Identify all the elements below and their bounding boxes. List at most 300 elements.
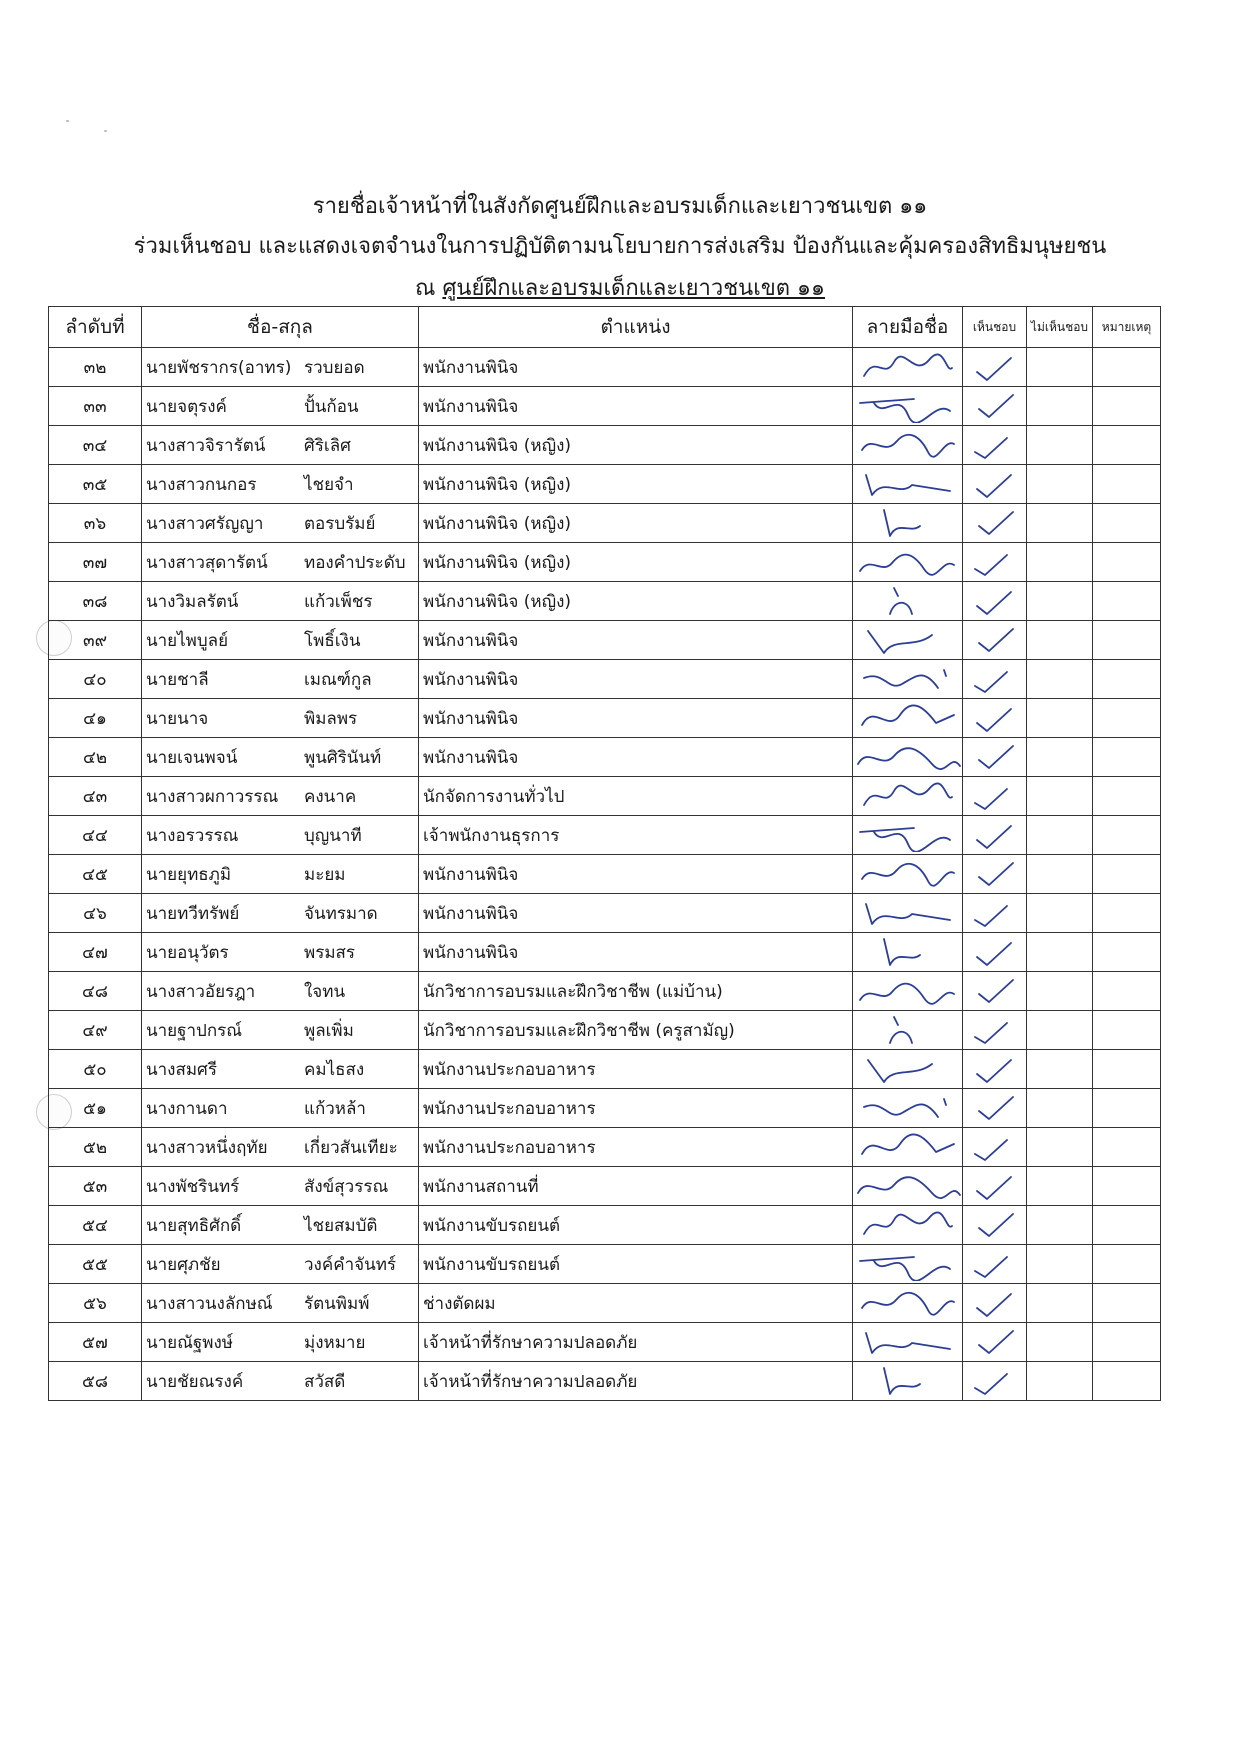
disagree-cell xyxy=(1027,465,1093,504)
first-name: นายชาลี xyxy=(146,669,209,690)
staff-name xyxy=(142,348,419,387)
staff-name xyxy=(142,738,419,777)
staff-name xyxy=(142,894,419,933)
disagree-cell xyxy=(1027,621,1093,660)
staff-name xyxy=(142,1206,419,1245)
staff-position: พนักงานขับรถยนต์ xyxy=(419,1206,853,1245)
col-header-disagree: ไม่เห็นชอบ xyxy=(1027,307,1093,348)
first-name: นางสาวนงลักษณ์ xyxy=(146,1293,273,1314)
row-number: ๕๕ xyxy=(49,1245,142,1284)
handwritten-signature xyxy=(853,816,963,855)
staff-position: พนักงานพินิจ (หญิง) xyxy=(419,543,853,582)
first-name: นางสมศรี xyxy=(146,1059,217,1080)
first-name: นางพัชรินทร์ xyxy=(146,1176,240,1197)
remark-cell xyxy=(1093,699,1161,738)
first-name: นางสาวหนึ่งฤทัย xyxy=(146,1137,268,1158)
scan-speck xyxy=(66,120,69,122)
checkmark-icon xyxy=(967,467,1023,501)
disagree-cell xyxy=(1027,426,1093,465)
last-name: มุ่งหมาย xyxy=(304,1332,366,1353)
staff-position: เจ้าพนักงานธุรการ xyxy=(419,816,853,855)
handwritten-signature xyxy=(853,1050,963,1089)
disagree-cell xyxy=(1027,894,1093,933)
document-subtitle: ร่วมเห็นชอบ และแสดงเจตจำนงในการปฏิบัติตามนโยบายการส่งเสริม ป้องกันและคุ้มครองสิทธิมนุษยชน xyxy=(133,234,1107,259)
remark-cell xyxy=(1093,1284,1161,1323)
location-prefix: ณ xyxy=(415,276,436,301)
handwritten-signature xyxy=(853,699,963,738)
staff-name xyxy=(142,1284,419,1323)
table-row xyxy=(49,582,1161,621)
row-number: ๔๐ xyxy=(49,660,142,699)
agree-cell xyxy=(963,1284,1027,1323)
row-number: ๔๙ xyxy=(49,1011,142,1050)
agree-cell xyxy=(963,1089,1027,1128)
row-number: ๔๓ xyxy=(49,777,142,816)
row-number: ๔๗ xyxy=(49,933,142,972)
first-name: นายเจนพจน์ xyxy=(146,747,238,768)
agree-cell xyxy=(963,1245,1027,1284)
staff-position: ช่างตัดผม xyxy=(419,1284,853,1323)
checkmark-icon xyxy=(967,1013,1023,1047)
staff-name xyxy=(142,816,419,855)
first-name: นายยุทธภูมิ xyxy=(146,864,232,885)
remark-cell xyxy=(1093,348,1161,387)
row-number: ๔๑ xyxy=(49,699,142,738)
row-number: ๕๑ xyxy=(49,1089,142,1128)
row-number: ๕๔ xyxy=(49,1206,142,1245)
disagree-cell xyxy=(1027,582,1093,621)
agree-cell xyxy=(963,1323,1027,1362)
row-number: ๔๕ xyxy=(49,855,142,894)
last-name: ทองคำประดับ xyxy=(304,552,406,573)
remark-cell xyxy=(1093,465,1161,504)
disagree-cell xyxy=(1027,1245,1093,1284)
handwritten-signature xyxy=(853,504,963,543)
handwritten-signature xyxy=(853,933,963,972)
first-name: นางสาวผกาวรรณ xyxy=(146,786,279,807)
disagree-cell xyxy=(1027,1284,1093,1323)
remark-cell xyxy=(1093,1128,1161,1167)
staff-position: เจ้าหน้าที่รักษาความปลอดภัย xyxy=(419,1362,853,1401)
last-name: พูนศิรินันท์ xyxy=(304,747,382,768)
staff-name xyxy=(142,1245,419,1284)
handwritten-signature xyxy=(853,1323,963,1362)
staff-position: พนักงานพินิจ xyxy=(419,387,853,426)
staff-position: พนักงานสถานที่ xyxy=(419,1167,853,1206)
first-name: นางสาวจิรารัตน์ xyxy=(146,435,266,456)
staff-position: พนักงานพินิจ xyxy=(419,894,853,933)
checkmark-icon xyxy=(967,506,1023,540)
last-name: วงค์คำจันทร์ xyxy=(304,1254,397,1275)
staff-position: เจ้าหน้าที่รักษาความปลอดภัย xyxy=(419,1323,853,1362)
row-number: ๔๖ xyxy=(49,894,142,933)
table-row xyxy=(49,543,1161,582)
row-number: ๔๒ xyxy=(49,738,142,777)
agree-cell xyxy=(963,816,1027,855)
row-number: ๕๓ xyxy=(49,1167,142,1206)
remark-cell xyxy=(1093,777,1161,816)
staff-position: นักจัดการงานทั่วไป xyxy=(419,777,853,816)
table-row xyxy=(49,777,1161,816)
agree-cell xyxy=(963,660,1027,699)
row-number: ๔๔ xyxy=(49,816,142,855)
first-name: นายไพบูลย์ xyxy=(146,630,229,651)
disagree-cell xyxy=(1027,855,1093,894)
row-number: ๕๘ xyxy=(49,1362,142,1401)
checkmark-icon xyxy=(967,857,1023,891)
agree-cell xyxy=(963,1206,1027,1245)
table-row xyxy=(49,816,1161,855)
first-name: นายชัยณรงค์ xyxy=(146,1371,244,1392)
agree-cell xyxy=(963,894,1027,933)
table-row xyxy=(49,1128,1161,1167)
last-name: พรมสร xyxy=(304,942,356,963)
checkmark-icon xyxy=(967,818,1023,852)
remark-cell xyxy=(1093,1089,1161,1128)
last-name: ไชยจำ xyxy=(304,474,354,495)
agree-cell xyxy=(963,582,1027,621)
remark-cell xyxy=(1093,660,1161,699)
document-location xyxy=(0,274,1240,304)
staff-name xyxy=(142,387,419,426)
agree-cell xyxy=(963,387,1027,426)
last-name: เกี่ยวสันเทียะ xyxy=(304,1137,398,1158)
handwritten-signature xyxy=(853,348,963,387)
staff-name xyxy=(142,1011,419,1050)
checkmark-icon xyxy=(967,779,1023,813)
last-name: ไชยสมบัติ xyxy=(304,1215,378,1236)
col-header-no: ลำดับที่ xyxy=(49,307,142,348)
last-name: มะยม xyxy=(304,864,346,885)
checkmark-icon xyxy=(967,545,1023,579)
agree-cell xyxy=(963,1128,1027,1167)
table-row xyxy=(49,738,1161,777)
staff-table xyxy=(48,306,1161,1401)
checkmark-icon xyxy=(967,1364,1023,1398)
table-row xyxy=(49,1206,1161,1245)
row-number: ๓๒ xyxy=(49,348,142,387)
disagree-cell xyxy=(1027,816,1093,855)
table-row xyxy=(49,660,1161,699)
row-number: ๓๕ xyxy=(49,465,142,504)
handwritten-signature xyxy=(853,738,963,777)
row-number: ๓๓ xyxy=(49,387,142,426)
handwritten-signature xyxy=(853,855,963,894)
staff-name xyxy=(142,1167,419,1206)
scan-speck xyxy=(104,130,107,132)
handwritten-signature xyxy=(853,543,963,582)
handwritten-signature xyxy=(853,387,963,426)
disagree-cell xyxy=(1027,777,1093,816)
handwritten-signature xyxy=(853,1245,963,1284)
handwritten-signature xyxy=(853,582,963,621)
disagree-cell xyxy=(1027,1050,1093,1089)
checkmark-icon xyxy=(967,974,1023,1008)
row-number: ๔๘ xyxy=(49,972,142,1011)
agree-cell xyxy=(963,933,1027,972)
staff-name xyxy=(142,621,419,660)
checkmark-icon xyxy=(967,1325,1023,1359)
staff-position: พนักงานพินิจ xyxy=(419,738,853,777)
row-number: ๓๔ xyxy=(49,426,142,465)
table-row xyxy=(49,933,1161,972)
agree-cell xyxy=(963,543,1027,582)
checkmark-icon xyxy=(967,623,1023,657)
last-name: รัตนพิมพ์ xyxy=(304,1293,370,1314)
remark-cell xyxy=(1093,1206,1161,1245)
disagree-cell xyxy=(1027,543,1093,582)
col-header-signature: ลายมือชื่อ xyxy=(853,307,963,348)
staff-position: พนักงานพินิจ xyxy=(419,348,853,387)
checkmark-icon xyxy=(967,935,1023,969)
handwritten-signature xyxy=(853,972,963,1011)
staff-position: พนักงานพินิจ xyxy=(419,855,853,894)
table-row xyxy=(49,855,1161,894)
staff-name xyxy=(142,465,419,504)
staff-position: พนักงานพินิจ (หญิง) xyxy=(419,465,853,504)
remark-cell xyxy=(1093,1011,1161,1050)
agree-cell xyxy=(963,426,1027,465)
checkmark-icon xyxy=(967,350,1023,384)
agree-cell xyxy=(963,348,1027,387)
remark-cell xyxy=(1093,894,1161,933)
table-row xyxy=(49,1050,1161,1089)
staff-name xyxy=(142,504,419,543)
staff-position: นักวิชาการอบรมและฝึกวิชาชีพ (แม่บ้าน) xyxy=(419,972,853,1011)
agree-cell xyxy=(963,972,1027,1011)
checkmark-icon xyxy=(967,1208,1023,1242)
checkmark-icon xyxy=(967,428,1023,462)
staff-name xyxy=(142,777,419,816)
first-name: นางสาวศรัญญา xyxy=(146,513,264,534)
checkmark-icon xyxy=(967,662,1023,696)
agree-cell xyxy=(963,777,1027,816)
last-name: รวบยอด xyxy=(304,357,365,378)
agree-cell xyxy=(963,504,1027,543)
remark-cell xyxy=(1093,972,1161,1011)
first-name: นายอนุวัตร xyxy=(146,942,229,963)
col-header-name: ชื่อ-สกุล xyxy=(142,307,419,348)
remark-cell xyxy=(1093,426,1161,465)
disagree-cell xyxy=(1027,387,1093,426)
staff-position: พนักงานพินิจ (หญิง) xyxy=(419,582,853,621)
remark-cell xyxy=(1093,1362,1161,1401)
staff-name xyxy=(142,426,419,465)
remark-cell xyxy=(1093,387,1161,426)
staff-name xyxy=(142,933,419,972)
handwritten-signature xyxy=(853,660,963,699)
last-name: สวัสดี xyxy=(304,1371,346,1392)
last-name: พูลเพิ่ม xyxy=(304,1020,354,1041)
checkmark-icon xyxy=(967,1286,1023,1320)
last-name: สังข์สุวรรณ xyxy=(304,1176,389,1197)
last-name: แก้วหล้า xyxy=(304,1098,366,1119)
first-name: นางสาวกนกอร xyxy=(146,474,257,495)
staff-name xyxy=(142,1362,419,1401)
disagree-cell xyxy=(1027,1323,1093,1362)
last-name: คมไธสง xyxy=(304,1059,365,1080)
staff-position: พนักงานขับรถยนต์ xyxy=(419,1245,853,1284)
disagree-cell xyxy=(1027,1362,1093,1401)
disagree-cell xyxy=(1027,504,1093,543)
first-name: นายสุทธิศักดิ์ xyxy=(146,1215,242,1236)
staff-name xyxy=(142,582,419,621)
disagree-cell xyxy=(1027,1128,1093,1167)
disagree-cell xyxy=(1027,1011,1093,1050)
handwritten-signature xyxy=(853,894,963,933)
remark-cell xyxy=(1093,855,1161,894)
agree-cell xyxy=(963,1011,1027,1050)
last-name: เมณฑ์กูล xyxy=(304,669,372,690)
staff-name xyxy=(142,699,419,738)
first-name: นายศุภชัย xyxy=(146,1254,221,1275)
table-header-row xyxy=(49,307,1161,348)
disagree-cell xyxy=(1027,699,1093,738)
last-name: แก้วเพ็ชร xyxy=(304,591,373,612)
agree-cell xyxy=(963,621,1027,660)
disagree-cell xyxy=(1027,738,1093,777)
row-number: ๕๐ xyxy=(49,1050,142,1089)
agree-cell xyxy=(963,699,1027,738)
staff-name xyxy=(142,543,419,582)
disagree-cell xyxy=(1027,660,1093,699)
staff-name xyxy=(142,660,419,699)
first-name: นางอรวรรณ xyxy=(146,825,239,846)
remark-cell xyxy=(1093,543,1161,582)
handwritten-signature xyxy=(853,1167,963,1206)
handwritten-signature xyxy=(853,1011,963,1050)
staff-position: พนักงานพินิจ xyxy=(419,621,853,660)
handwritten-signature xyxy=(853,1362,963,1401)
staff-name xyxy=(142,1323,419,1362)
staff-position: นักวิชาการอบรมและฝึกวิชาชีพ (ครูสามัญ) xyxy=(419,1011,853,1050)
remark-cell xyxy=(1093,1050,1161,1089)
table-row xyxy=(49,972,1161,1011)
handwritten-signature xyxy=(853,1284,963,1323)
last-name: พิมลพร xyxy=(304,708,358,729)
staff-name xyxy=(142,1128,419,1167)
last-name: ศิริเลิศ xyxy=(304,435,351,456)
row-number: ๕๖ xyxy=(49,1284,142,1323)
row-number: ๕๗ xyxy=(49,1323,142,1362)
handwritten-signature xyxy=(853,426,963,465)
remark-cell xyxy=(1093,816,1161,855)
table-row xyxy=(49,1284,1161,1323)
row-number: ๓๗ xyxy=(49,543,142,582)
table-row xyxy=(49,426,1161,465)
last-name: จันทรมาด xyxy=(304,903,378,924)
table-row xyxy=(49,1011,1161,1050)
table-row xyxy=(49,699,1161,738)
handwritten-signature xyxy=(853,1089,963,1128)
agree-cell xyxy=(963,465,1027,504)
remark-cell xyxy=(1093,504,1161,543)
table-row xyxy=(49,504,1161,543)
document-title: รายชื่อเจ้าหน้าที่ในสังกัดศูนย์ฝึกและอบรมเด็กและเยาวชนเขต ๑๑ xyxy=(312,194,928,219)
first-name: นางวิมลรัตน์ xyxy=(146,591,239,612)
checkmark-icon xyxy=(967,701,1023,735)
row-number: ๓๘ xyxy=(49,582,142,621)
last-name: บุญนาที xyxy=(304,825,362,846)
remark-cell xyxy=(1093,933,1161,972)
disagree-cell xyxy=(1027,1089,1093,1128)
row-number: ๓๙ xyxy=(49,621,142,660)
agree-cell xyxy=(963,855,1027,894)
handwritten-signature xyxy=(853,465,963,504)
col-header-agree: เห็นชอบ xyxy=(963,307,1027,348)
last-name: คงนาค xyxy=(304,786,357,807)
row-number: ๕๒ xyxy=(49,1128,142,1167)
agree-cell xyxy=(963,1167,1027,1206)
agree-cell xyxy=(963,738,1027,777)
last-name: ปั้นก้อน xyxy=(304,396,359,417)
row-number: ๓๖ xyxy=(49,504,142,543)
checkmark-icon xyxy=(967,389,1023,423)
staff-name xyxy=(142,1050,419,1089)
checkmark-icon xyxy=(967,584,1023,618)
checkmark-icon xyxy=(967,1130,1023,1164)
first-name: นางกานดา xyxy=(146,1098,228,1119)
staff-position: พนักงานประกอบอาหาร xyxy=(419,1050,853,1089)
last-name: ตอรบรัมย์ xyxy=(304,513,376,534)
disagree-cell xyxy=(1027,1167,1093,1206)
disagree-cell xyxy=(1027,933,1093,972)
table-row xyxy=(49,1089,1161,1128)
table-row xyxy=(49,465,1161,504)
first-name: นายนาจ xyxy=(146,708,209,729)
staff-position: พนักงานพินิจ (หญิง) xyxy=(419,504,853,543)
first-name: นายจตุรงค์ xyxy=(146,396,227,417)
agree-cell xyxy=(963,1050,1027,1089)
last-name: ใจทน xyxy=(304,981,346,1002)
table-row xyxy=(49,348,1161,387)
location-name: ศูนย์ฝึกและอบรมเด็กและเยาวชนเขต ๑๑ xyxy=(442,276,825,301)
remark-cell xyxy=(1093,1323,1161,1362)
disagree-cell xyxy=(1027,348,1093,387)
first-name: นายทวีทรัพย์ xyxy=(146,903,240,924)
remark-cell xyxy=(1093,1245,1161,1284)
first-name: นายพัชรากร(อาทร) xyxy=(146,357,292,378)
staff-name xyxy=(142,1089,419,1128)
checkmark-icon xyxy=(967,896,1023,930)
first-name: นายณัฐพงษ์ xyxy=(146,1332,233,1353)
remark-cell xyxy=(1093,738,1161,777)
staff-position: พนักงานพินิจ xyxy=(419,933,853,972)
handwritten-signature xyxy=(853,777,963,816)
staff-name xyxy=(142,855,419,894)
first-name: นางสาวอัยรฎา xyxy=(146,981,256,1002)
checkmark-icon xyxy=(967,1052,1023,1086)
checkmark-icon xyxy=(967,740,1023,774)
agree-cell xyxy=(963,1362,1027,1401)
col-header-remark: หมายเหตุ xyxy=(1093,307,1161,348)
handwritten-signature xyxy=(853,621,963,660)
table-row xyxy=(49,1362,1161,1401)
staff-position: พนักงานพินิจ xyxy=(419,660,853,699)
checkmark-icon xyxy=(967,1169,1023,1203)
checkmark-icon xyxy=(967,1091,1023,1125)
remark-cell xyxy=(1093,582,1161,621)
table-row xyxy=(49,387,1161,426)
first-name: นางสาวสุดารัตน์ xyxy=(146,552,268,573)
staff-name xyxy=(142,972,419,1011)
table-row xyxy=(49,894,1161,933)
disagree-cell xyxy=(1027,972,1093,1011)
handwritten-signature xyxy=(853,1206,963,1245)
table-row xyxy=(49,1323,1161,1362)
last-name: โพธิ์เงิน xyxy=(304,630,361,651)
staff-position: พนักงานประกอบอาหาร xyxy=(419,1089,853,1128)
